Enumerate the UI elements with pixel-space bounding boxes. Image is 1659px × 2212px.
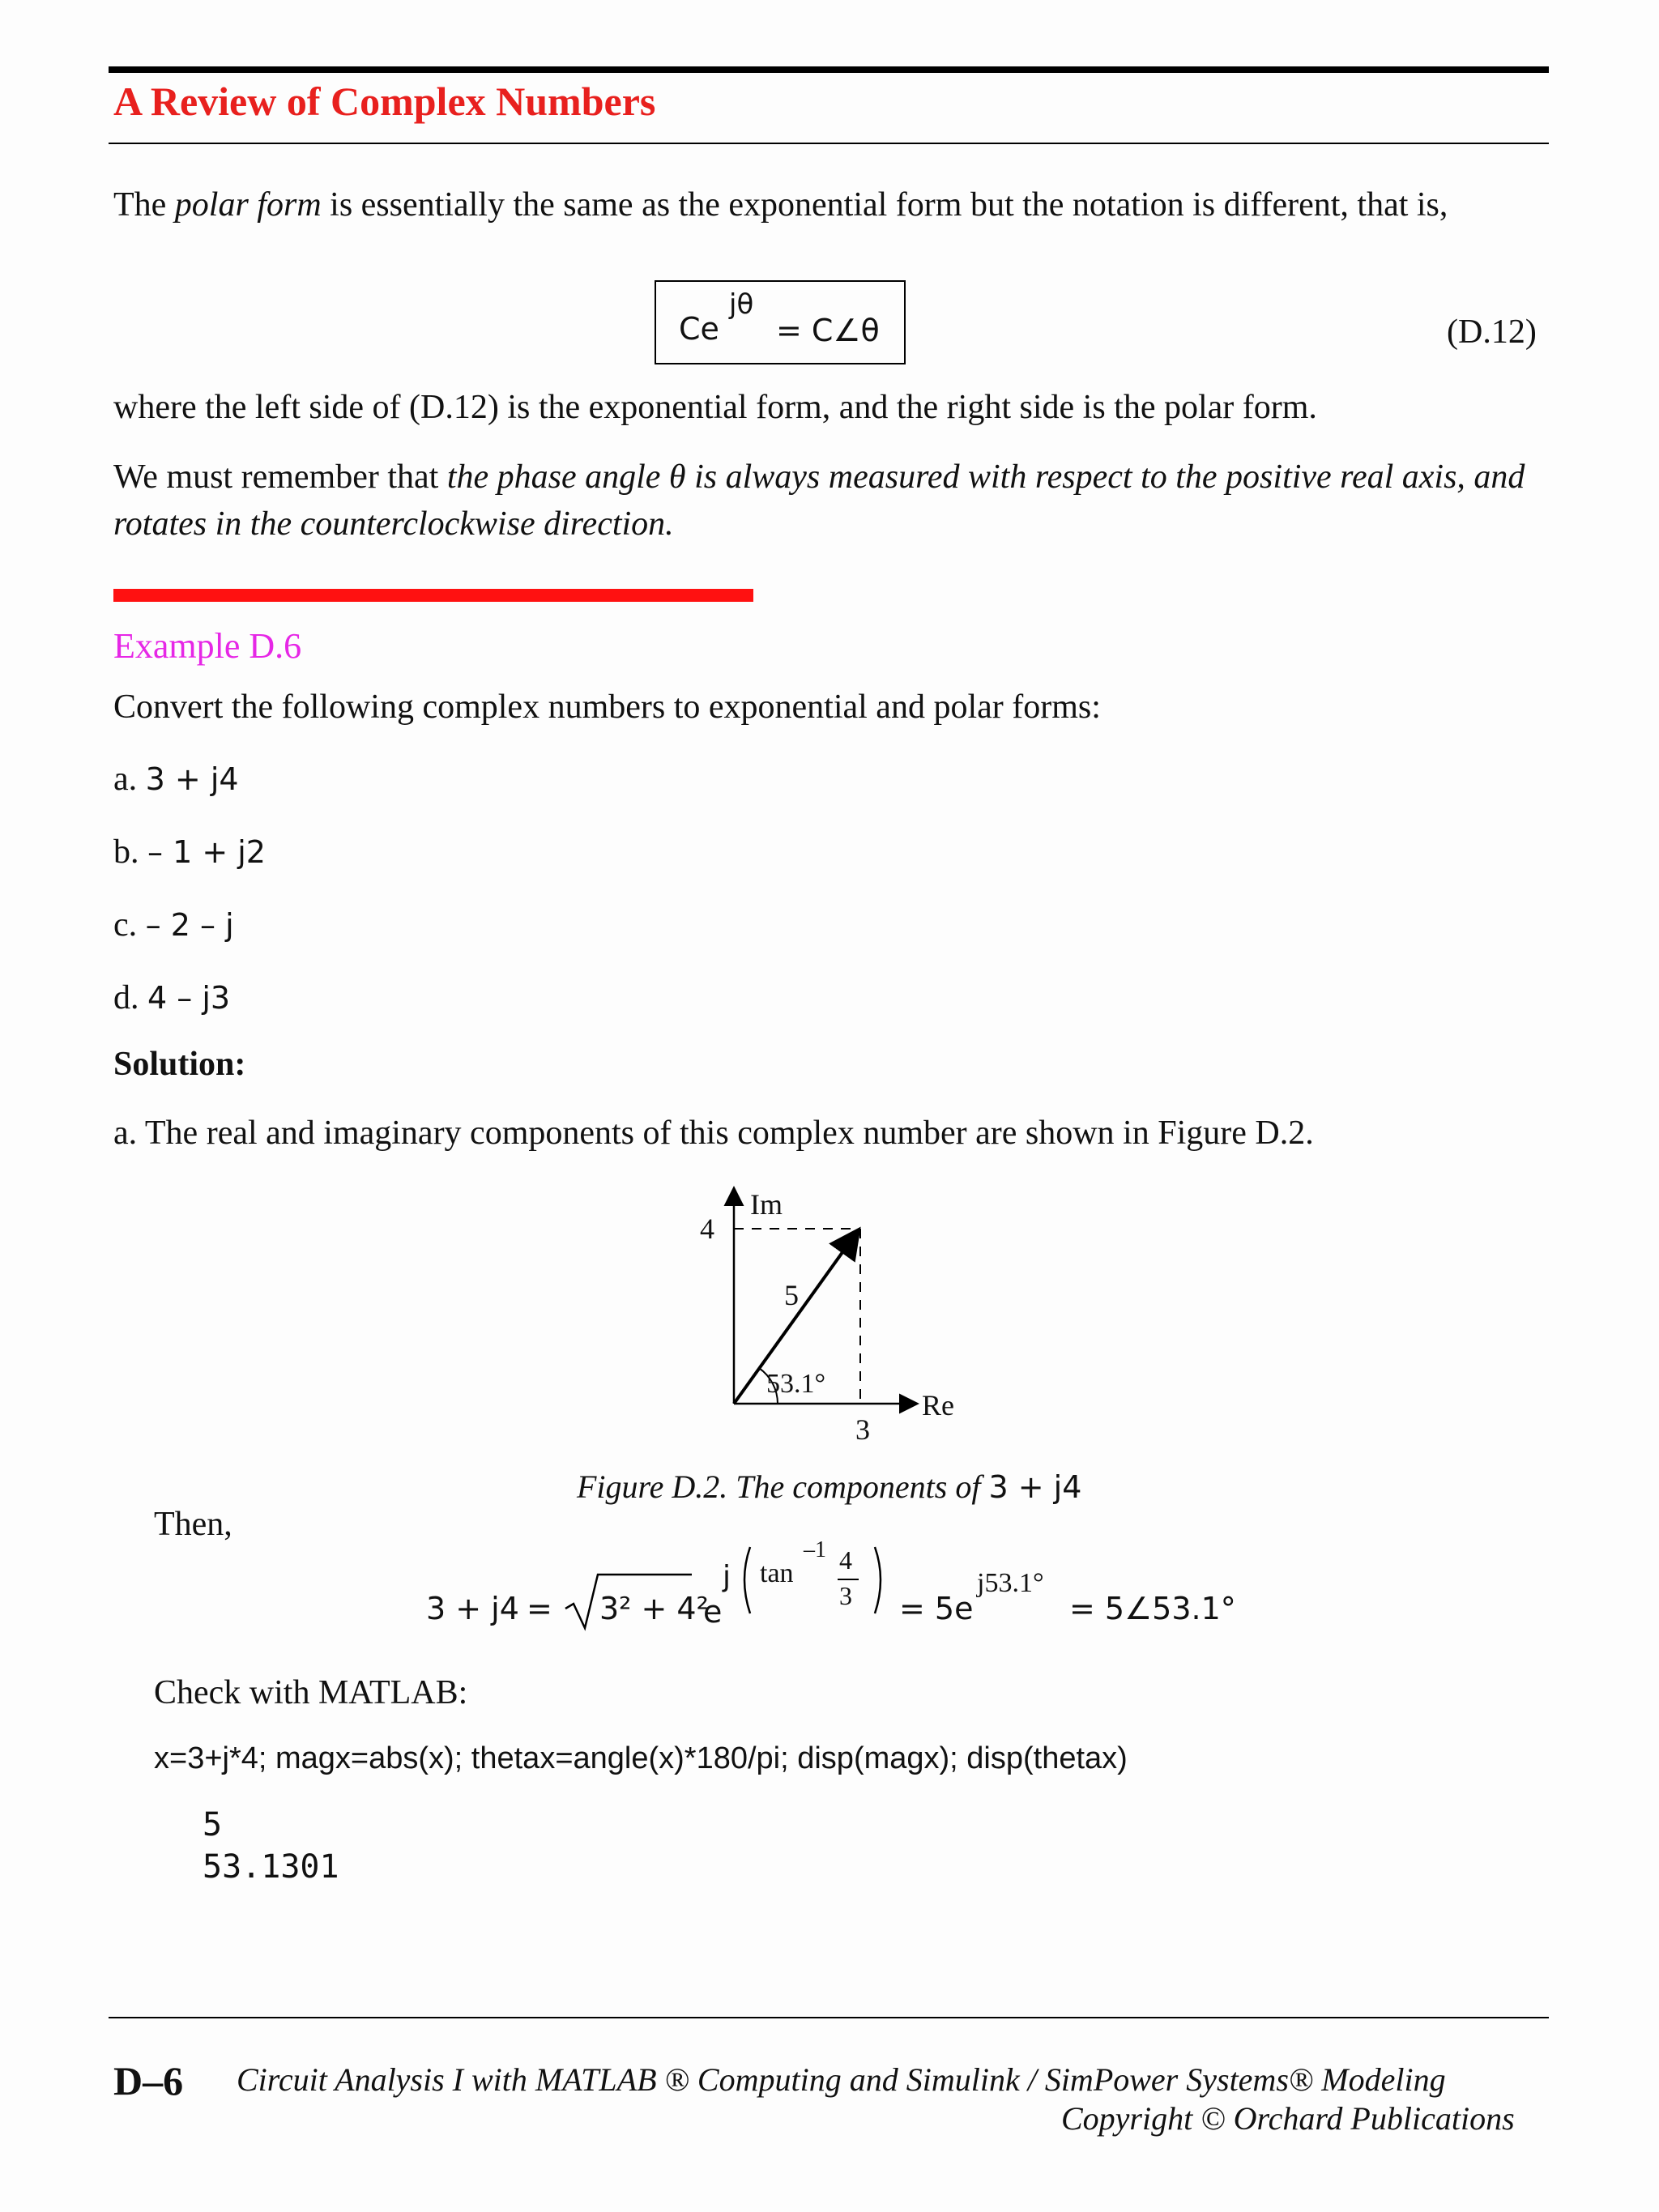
equation-lhs: Ce xyxy=(679,311,719,347)
equation-lhs-exponent: jθ xyxy=(729,288,754,321)
example-item-d: d. 4 – j3 xyxy=(113,979,231,1016)
derivation-eq2: = 5e xyxy=(899,1591,974,1626)
then-label: Then, xyxy=(154,1506,232,1543)
tan-label: tan xyxy=(760,1558,794,1588)
matlab-check-label: Check with MATLAB: xyxy=(154,1674,468,1711)
solution-label: Solution: xyxy=(113,1046,246,1083)
figure-caption: Figure D.2. The components of 3 + j4 xyxy=(577,1468,1082,1505)
tan-exponent: –1 xyxy=(804,1537,826,1562)
where-paragraph: where the left side of (D.12) is the exponential form, and the right side is the polar form. xyxy=(113,389,1317,426)
re-label: Re xyxy=(922,1389,954,1421)
header-rule xyxy=(109,66,1549,73)
sqrt-content: 3² + 4² xyxy=(599,1591,709,1626)
y-tick-label: 4 xyxy=(700,1213,714,1245)
derivation-j: j xyxy=(723,1560,731,1593)
angle-label: 53.1° xyxy=(766,1369,826,1399)
footer-rule xyxy=(109,2017,1549,2018)
magnitude-label: 5 xyxy=(784,1279,799,1311)
page-number: D–6 xyxy=(113,2058,184,2103)
solution-a: a. The real and imaginary components of this complex number are shown in Figure D.2. xyxy=(113,1115,1314,1152)
x-tick-label: 3 xyxy=(855,1413,870,1446)
matlab-output-line: 53.1301 xyxy=(203,1848,339,1886)
remember-paragraph: We must remember that the phase angle θ is always measured with respect to the positive real axis, and rotates in the counterclockwise direction. xyxy=(113,458,1525,543)
derivation-e: e xyxy=(703,1594,723,1630)
im-label: Im xyxy=(750,1188,783,1221)
footer-book-title: Circuit Analysis I with MATLAB ® Computing and Simulink / SimPower Systems® Modeling xyxy=(237,2061,1446,2098)
footer-copyright: Copyright © Orchard Publications xyxy=(1061,2100,1515,2137)
equation-rhs: = C∠θ xyxy=(776,313,880,348)
page-title: A Review of Complex Numbers xyxy=(113,79,656,124)
header-underline xyxy=(109,143,1549,144)
example-item-c: c. – 2 – j xyxy=(113,906,234,944)
fraction-numerator: 4 xyxy=(839,1545,852,1575)
equation-number: (D.12) xyxy=(1447,313,1537,351)
fraction-denominator: 3 xyxy=(839,1581,852,1610)
derivation-result: = 5∠53.1° xyxy=(1069,1591,1236,1626)
example-prompt: Convert the following complex numbers to exponential and polar forms: xyxy=(113,688,1101,726)
matlab-output-line: 5 xyxy=(203,1806,223,1843)
matlab-code: x=3+j*4; magx=abs(x); thetax=angle(x)*180/pi; disp(magx); disp(thetax) xyxy=(154,1741,1128,1775)
intro-paragraph: The polar form is essentially the same as the exponential form but the notation is different, that is, xyxy=(113,186,1448,224)
section-divider xyxy=(113,589,753,602)
example-heading: Example D.6 xyxy=(113,626,302,666)
example-item-a: a. 3 + j4 xyxy=(113,761,239,798)
derivation-eq1: = xyxy=(527,1591,552,1626)
example-item-b: b. – 1 + j2 xyxy=(113,833,266,871)
derivation-lhs: 3 + j4 xyxy=(426,1591,519,1626)
derivation-exponent2: j53.1° xyxy=(977,1568,1044,1598)
